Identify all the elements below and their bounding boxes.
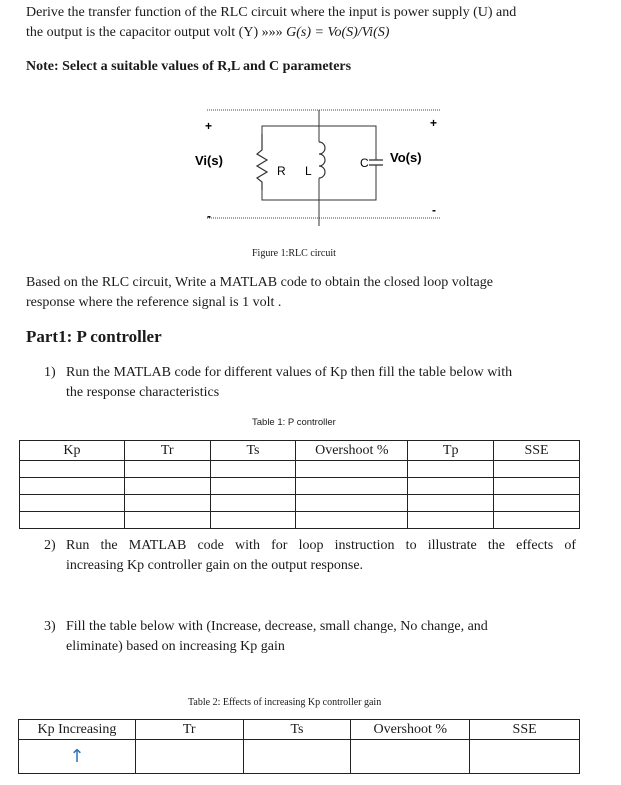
table-row xyxy=(20,478,580,495)
item2-line-2: increasing Kp controller gain on the output response. xyxy=(66,558,364,573)
output-minus-sign: - xyxy=(432,203,436,217)
vo-label: Vo(s) xyxy=(390,150,422,165)
table-cell[interactable] xyxy=(470,740,580,774)
item1-line-1: Run the MATLAB code for different values of Kp then fill the table below with xyxy=(66,365,513,380)
based-line-1: Based on the RLC circuit, Write a MATLAB code to obtain the closed loop voltage xyxy=(26,275,493,290)
table-row xyxy=(20,495,580,512)
table2-caption: Table 2: Effects of increasing Kp controller gain xyxy=(188,697,382,708)
table-cell[interactable] xyxy=(408,478,494,495)
table1-header-row xyxy=(20,441,580,461)
table-cell[interactable] xyxy=(124,495,210,512)
table-cell[interactable] xyxy=(296,461,408,478)
table-cell[interactable] xyxy=(210,478,296,495)
table-cell[interactable] xyxy=(210,512,296,529)
table2-header-row xyxy=(19,720,580,740)
input-minus-sign: - xyxy=(207,209,211,223)
table-row xyxy=(20,512,580,529)
intro-line-1: Derive the transfer function of the RLC circuit where the input is power supply (U) and xyxy=(26,5,517,20)
item3-line-2: eliminate) based on increasing Kp gain xyxy=(66,639,285,654)
part1-title: Part1: P controller xyxy=(26,327,162,346)
table1-header-ts: Ts xyxy=(210,441,296,461)
resistor-symbol xyxy=(257,134,267,190)
table1-caption: Table 1: P controller xyxy=(252,417,336,428)
table-cell[interactable] xyxy=(408,512,494,529)
table-row xyxy=(20,461,580,478)
item2-number: 2) xyxy=(44,538,56,553)
table-cell[interactable] xyxy=(124,512,210,529)
table-cell[interactable] xyxy=(124,461,210,478)
transfer-function-formula: G(s) = Vo(S)/Vi(S) xyxy=(286,25,390,40)
table-cell[interactable] xyxy=(494,461,580,478)
item2-line-1: Run the MATLAB code with for loop instruction to illustrate the effects of xyxy=(66,538,576,553)
table-row xyxy=(19,740,580,774)
table-cell[interactable] xyxy=(494,495,580,512)
table-cell[interactable] xyxy=(494,512,580,529)
table-cell[interactable] xyxy=(494,478,580,495)
arrow-up-icon: ↑ xyxy=(69,746,85,767)
note-text: Note: Select a suitable values of R,L and C parameters xyxy=(26,59,352,74)
capacitor-label: C xyxy=(360,156,369,170)
table-cell[interactable] xyxy=(296,495,408,512)
table-cell[interactable] xyxy=(351,740,470,774)
rlc-circuit-diagram xyxy=(0,0,621,260)
inductor-symbol xyxy=(319,142,325,178)
table-cell[interactable] xyxy=(408,461,494,478)
table2-header-overshoot: Overshoot % xyxy=(351,720,470,740)
table-cell[interactable] xyxy=(210,495,296,512)
table2-header-ts: Ts xyxy=(243,720,351,740)
table-cell[interactable] xyxy=(20,478,125,495)
resistor-label: R xyxy=(277,164,286,178)
table-cell[interactable] xyxy=(135,740,243,774)
table-cell[interactable] xyxy=(296,512,408,529)
table1 xyxy=(19,440,580,529)
item1-line-2: the response characteristics xyxy=(66,385,220,400)
item3-line-1: Fill the table below with (Increase, decrease, small change, No change, and xyxy=(66,619,488,634)
table2-header-tr: Tr xyxy=(135,720,243,740)
table1-header-sse: SSE xyxy=(494,441,580,461)
item3-number: 3) xyxy=(44,619,56,634)
item1-number: 1) xyxy=(44,365,56,380)
input-plus-sign: + xyxy=(205,119,213,133)
table-cell[interactable] xyxy=(408,495,494,512)
table1-header-overshoot: Overshoot % xyxy=(296,441,408,461)
figure-caption: Figure 1:RLC circuit xyxy=(252,248,336,259)
table-cell[interactable] xyxy=(20,512,125,529)
vi-label: Vi(s) xyxy=(195,153,223,168)
table1-header-tp: Tp xyxy=(408,441,494,461)
table-cell[interactable] xyxy=(20,461,125,478)
intro-line-2-text: the output is the capacitor output volt (Y) »»» xyxy=(26,25,283,40)
arrow-cell xyxy=(19,740,136,774)
table2-header-sse: SSE xyxy=(470,720,580,740)
table2 xyxy=(18,719,580,774)
based-line-2: response where the reference signal is 1 volt . xyxy=(26,295,282,310)
output-plus-sign: + xyxy=(430,116,438,130)
inductor-label: L xyxy=(305,164,312,178)
table-cell[interactable] xyxy=(124,478,210,495)
table-cell[interactable] xyxy=(296,478,408,495)
table1-header-tr: Tr xyxy=(124,441,210,461)
table-cell[interactable] xyxy=(210,461,296,478)
table1-header-kp: Kp xyxy=(20,441,125,461)
table-cell[interactable] xyxy=(20,495,125,512)
table-cell[interactable] xyxy=(243,740,351,774)
table2-header-kp-increasing: Kp Increasing xyxy=(19,720,136,740)
